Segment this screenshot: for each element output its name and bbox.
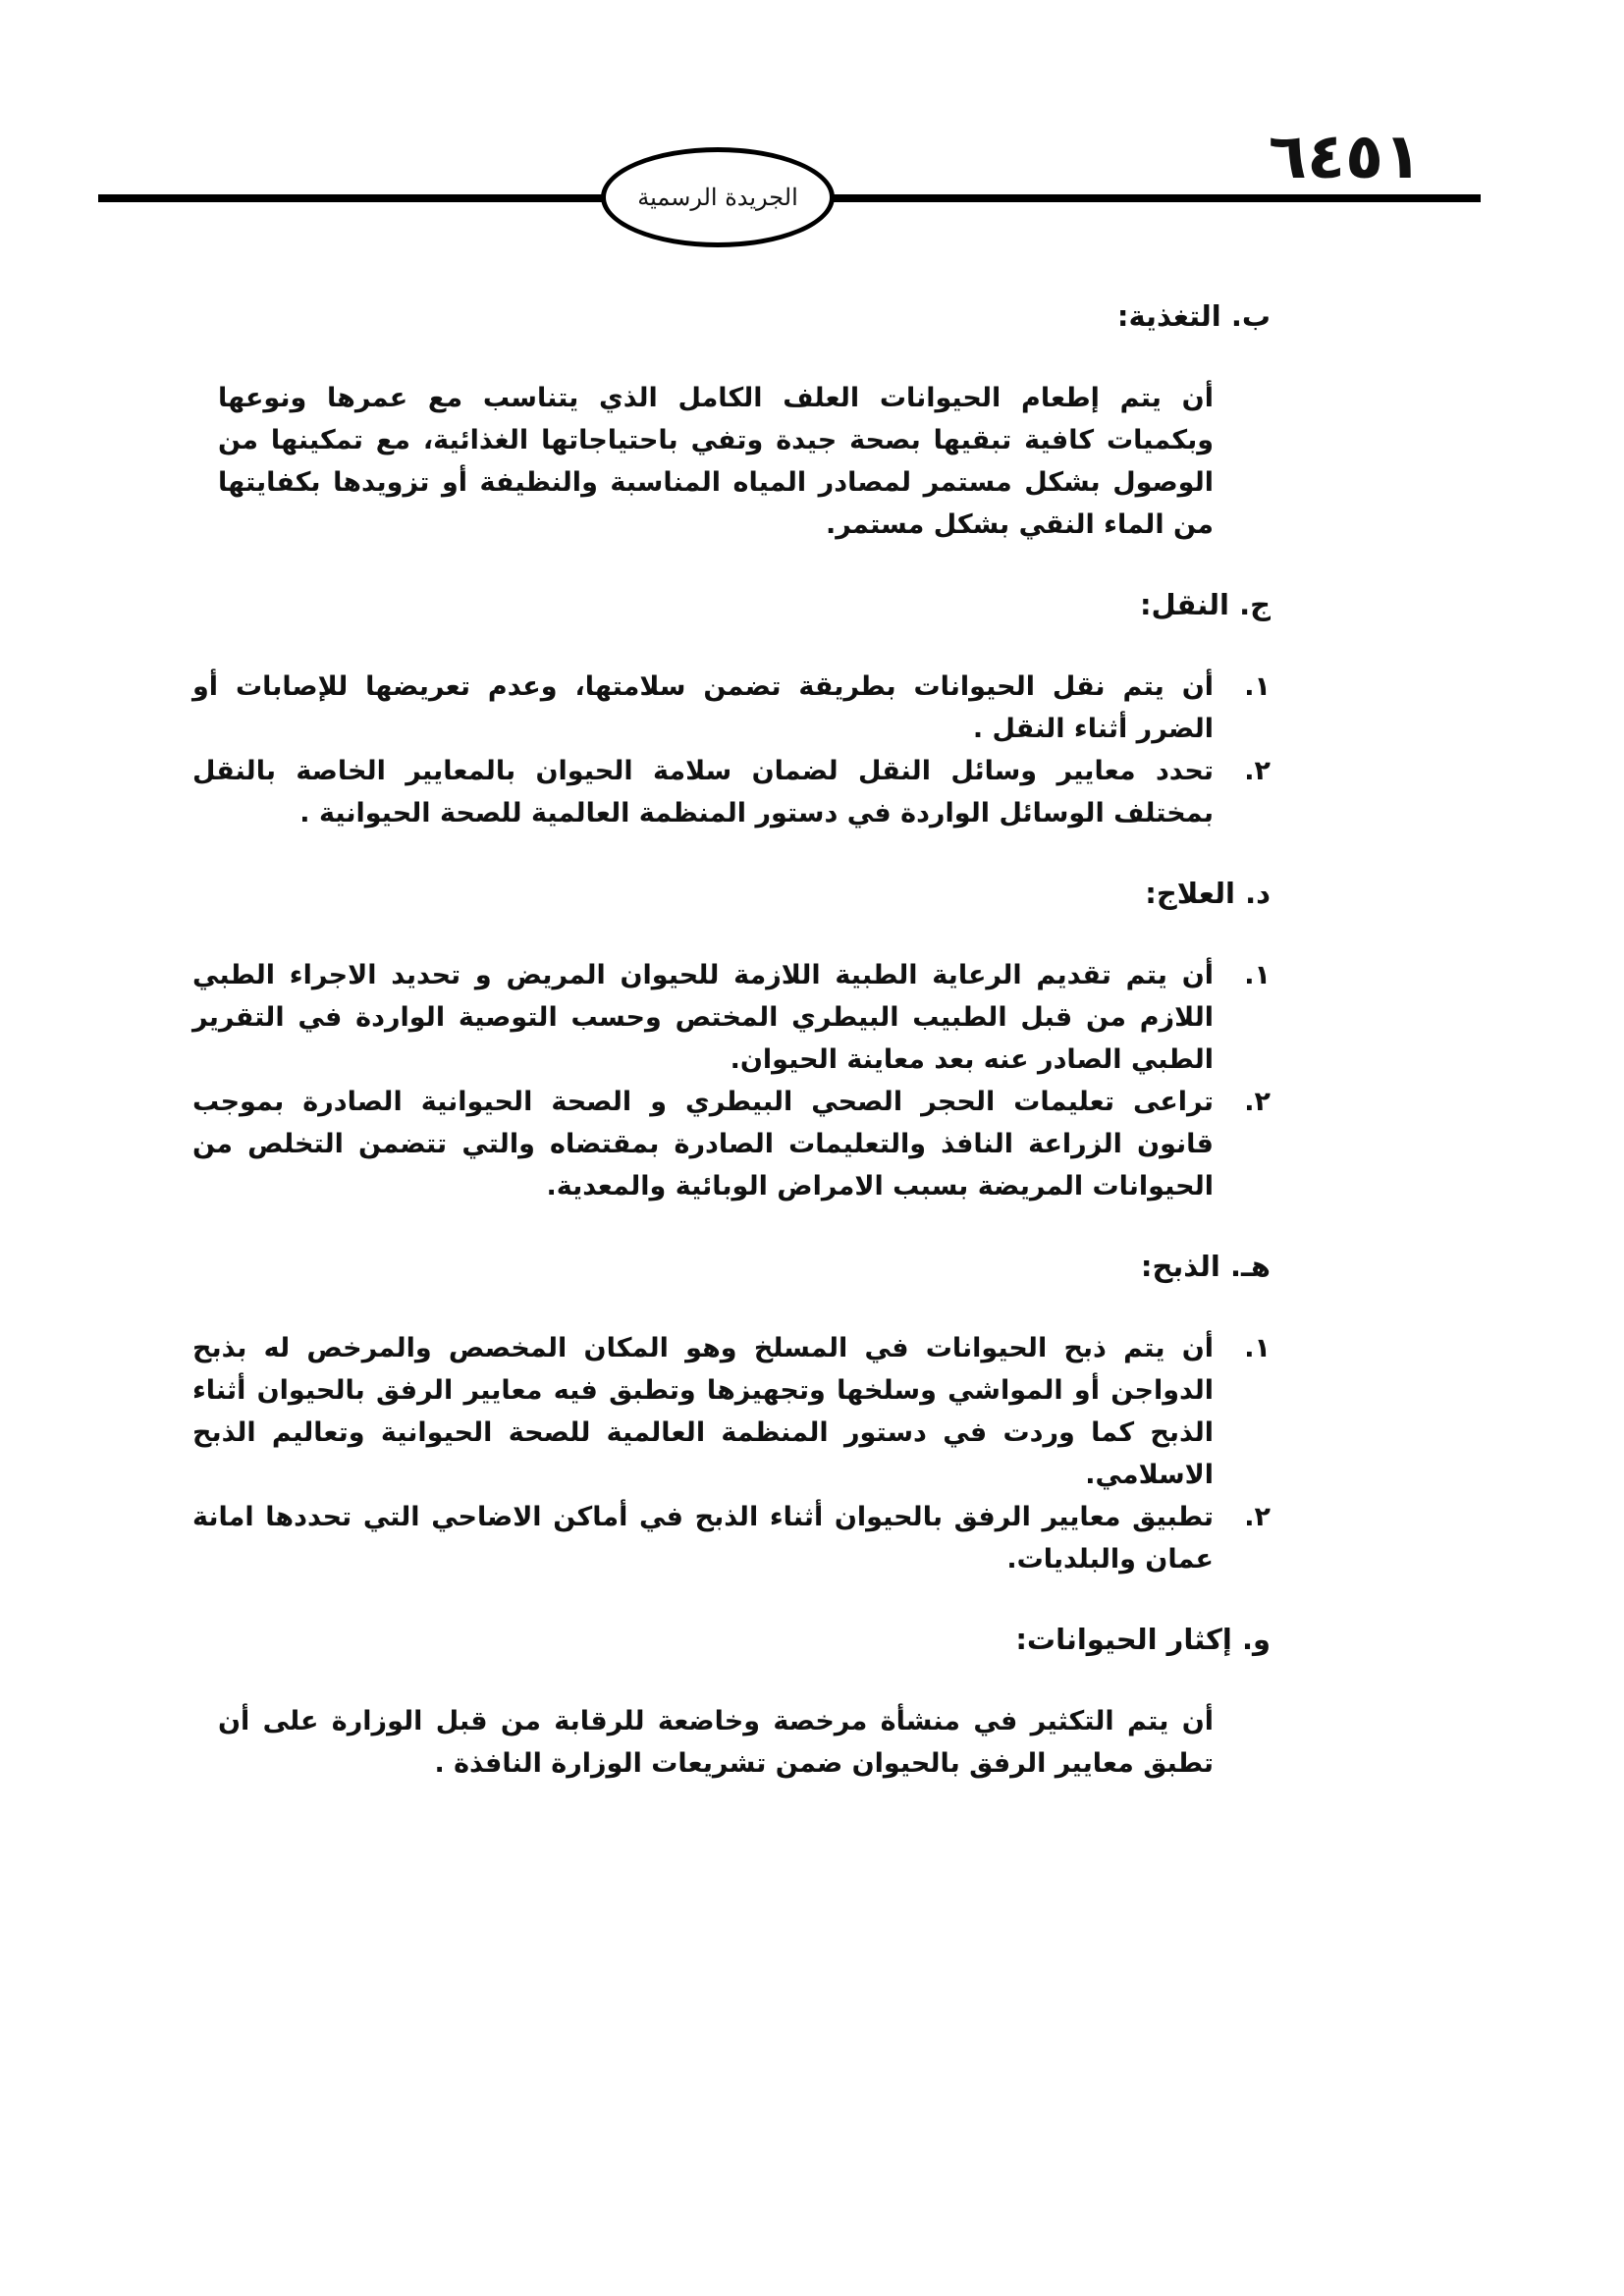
item-text: أن يتم تقديم الرعاية الطبية اللازمة للحيوان المريض و تحديد الاجراء الطبي اللازم من قبل الطبيب البيطري المختص وحسب التوصية الواردة في التقرير الطبي الصادر عنه بعد معاينة الحيوان. [192,960,1214,1075]
list-item [192,1081,1271,1207]
item-number: ١. [1244,671,1271,702]
treatment-list [192,954,1271,1207]
section-heading-treatment: د. العلاج: [1145,877,1271,910]
list-item [192,666,1271,750]
transport-list [192,666,1271,834]
item-number: ١. [1244,960,1271,990]
section-heading-slaughter: هـ. الذبح: [1140,1250,1271,1283]
section-heading-nutrition: ب. التغذية: [1116,299,1271,333]
section-heading-breeding: و. إكثار الحيوانات: [1015,1623,1271,1656]
section-text-breeding: أن يتم التكثير في منشأة مرخصة وخاضعة للرقابة من قبل الوزارة على أن تطبق معايير الرفق بالحيوان ضمن تشريعات الوزارة النافذة . [218,1706,1214,1779]
item-number: ٢. [1244,1087,1271,1117]
section-heading-transport: ج. النقل: [1139,588,1271,621]
list-item [192,954,1271,1081]
item-number: ٢. [1244,756,1271,786]
page-number: ٦٤٥١ [1268,121,1423,193]
document-body [192,294,1271,1822]
item-text: أن يتم نقل الحيوانات بطريقة تضمن سلامتها، وعدم تعريضها للإصابات أو الضرر أثناء النقل . [192,671,1214,744]
item-number: ٢. [1244,1502,1271,1532]
list-item [192,1496,1271,1580]
item-number: ١. [1244,1333,1271,1363]
item-text: تحدد معايير وسائل النقل لضمان سلامة الحيوان بالمعايير الخاصة بالنقل بمختلف الوسائل الواردة في دستور المنظمة العالمية للصحة الحيوانية . [192,756,1214,828]
item-text: تراعى تعليمات الحجر الصحي البيطري و الصحة الحيوانية الصادرة بموجب قانون الزراعة النافذ والتعليمات الصادرة بمقتضاه والتي تتضمن التخلص من الحيوانات المريضة بسبب الامراض الوبائية والمعدية. [192,1087,1214,1201]
item-text: أن يتم ذبح الحيوانات في المسلخ وهو المكان المخصص والمرخص له بذبح الدواجن أو المواشي وسلخها وتجهيزها وتطبق فيه معايير الرفق بالحيوان أثناء الذبح كما وردت في دستور المنظمة العالمية للصحة الحيوانية وتعاليم الذبح الاسلامي. [192,1333,1214,1490]
list-item [192,750,1271,834]
publication-oval [601,147,835,247]
slaughter-list [192,1327,1271,1580]
publication-title: الجريدة الرسمية [637,184,798,211]
list-item [192,1327,1271,1496]
item-text: تطبيق معايير الرفق بالحيوان أثناء الذبح في أماكن الاضاحي التي تحددها امانة عمان والبلديات. [192,1502,1214,1575]
section-text-nutrition: أن يتم إطعام الحيوانات العلف الكامل الذي يتناسب مع عمرها ونوعها وبكميات كافية تبقيها بصحة جيدة وتفي باحتياجاتها الغذائية، مع تمكينها من الوصول بشكل مستمر لمصادر المياه المناسبة والنظيفة أو تزويدها بكفايتها من الماء النقي بشكل مستمر. [218,383,1214,540]
